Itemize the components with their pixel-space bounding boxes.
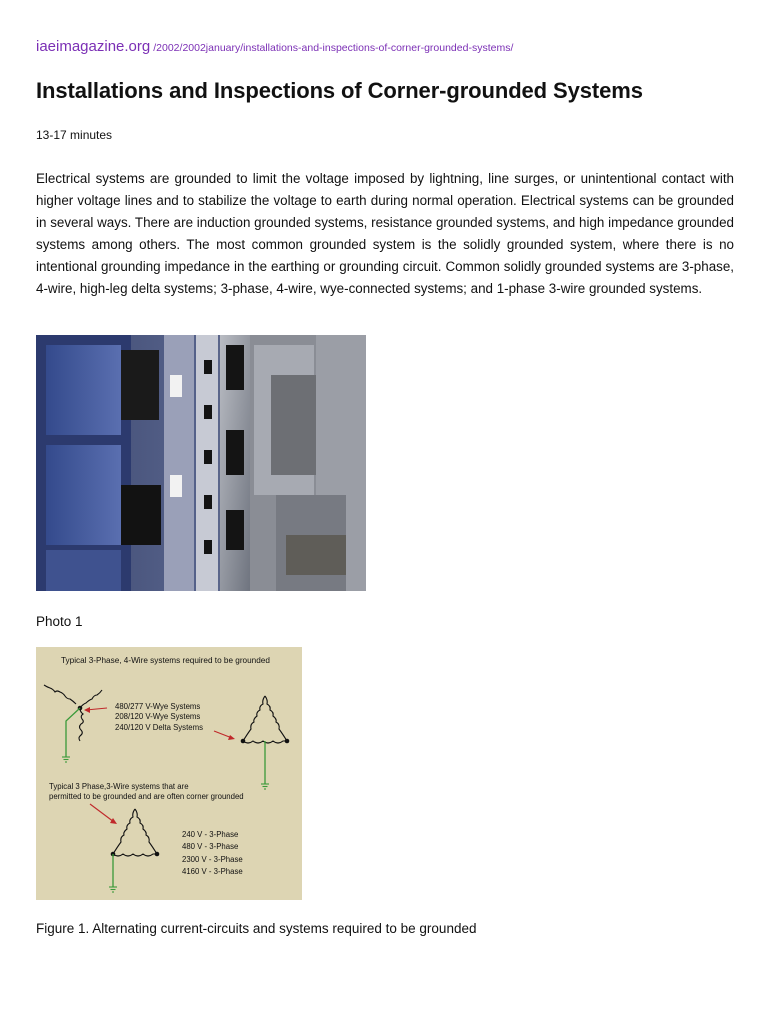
intro-paragraph: Electrical systems are grounded to limit the voltage imposed by lightning, line surges, or unintentional contact with higher voltage lines and to stabilize the voltage to earth during normal operation. Electrical systems can be grounded in several ways. There are induction grounded systems, resistance grounded systems, and high impedance grounded systems among others. The most common grounded system is the solidly grounded system, where there is no intentional grounding impedance in the earthing or grounding circuit. Common solidly grounded systems are 3-phase, 4-wire, high-leg delta systems; 3-phase, 4-wire, wye-connected systems; and 1-phase 3-wire grounded systems. (36, 171, 734, 296)
source-path[interactable]: /2002/2002january/installations-and-inspections-of-corner-grounded-systems/ (153, 42, 514, 54)
fig-4wire-system-3: 240/120 V Delta Systems (115, 723, 203, 732)
fig-heading-3wire-line2: permitted to be grounded and are often corner grounded (49, 792, 244, 801)
fig-heading-3wire-line1: Typical 3 Phase,3-Wire systems that are (49, 782, 189, 791)
fig-3wire-voltage-4: 4160 V - 3-Phase (182, 867, 243, 876)
read-time: 13-17 minutes (36, 128, 113, 142)
figure-caption: Figure 1. Alternating current-circuits and systems required to be grounded (36, 921, 477, 936)
fig-3wire-voltage-1: 240 V - 3-Phase (182, 830, 239, 839)
fig-heading-4wire: Typical 3-Phase, 4-Wire systems required to be grounded (61, 656, 270, 665)
figure-1-diagram (36, 647, 302, 900)
fig-4wire-system-1: 480/277 V-Wye Systems (115, 702, 201, 711)
figure-1-svg (36, 647, 302, 900)
panel-photo (36, 335, 366, 591)
photo-caption: Photo 1 (36, 614, 83, 629)
wye-symbol (44, 685, 102, 741)
fig-4wire-system-2: 208/120 V-Wye Systems (115, 712, 201, 721)
fig-3wire-voltage-3: 2300 V - 3-Phase (182, 855, 243, 864)
panel-photo-image (36, 335, 366, 591)
source-domain[interactable]: iaeimagazine.org (36, 38, 151, 55)
article-title: Installations and Inspections of Corner-grounded Systems (36, 78, 643, 103)
delta-symbol-4wire (243, 696, 287, 743)
delta-symbol-3wire (113, 809, 157, 856)
fig-3wire-voltage-2: 480 V - 3-Phase (182, 842, 239, 851)
source-link[interactable] (36, 38, 513, 56)
